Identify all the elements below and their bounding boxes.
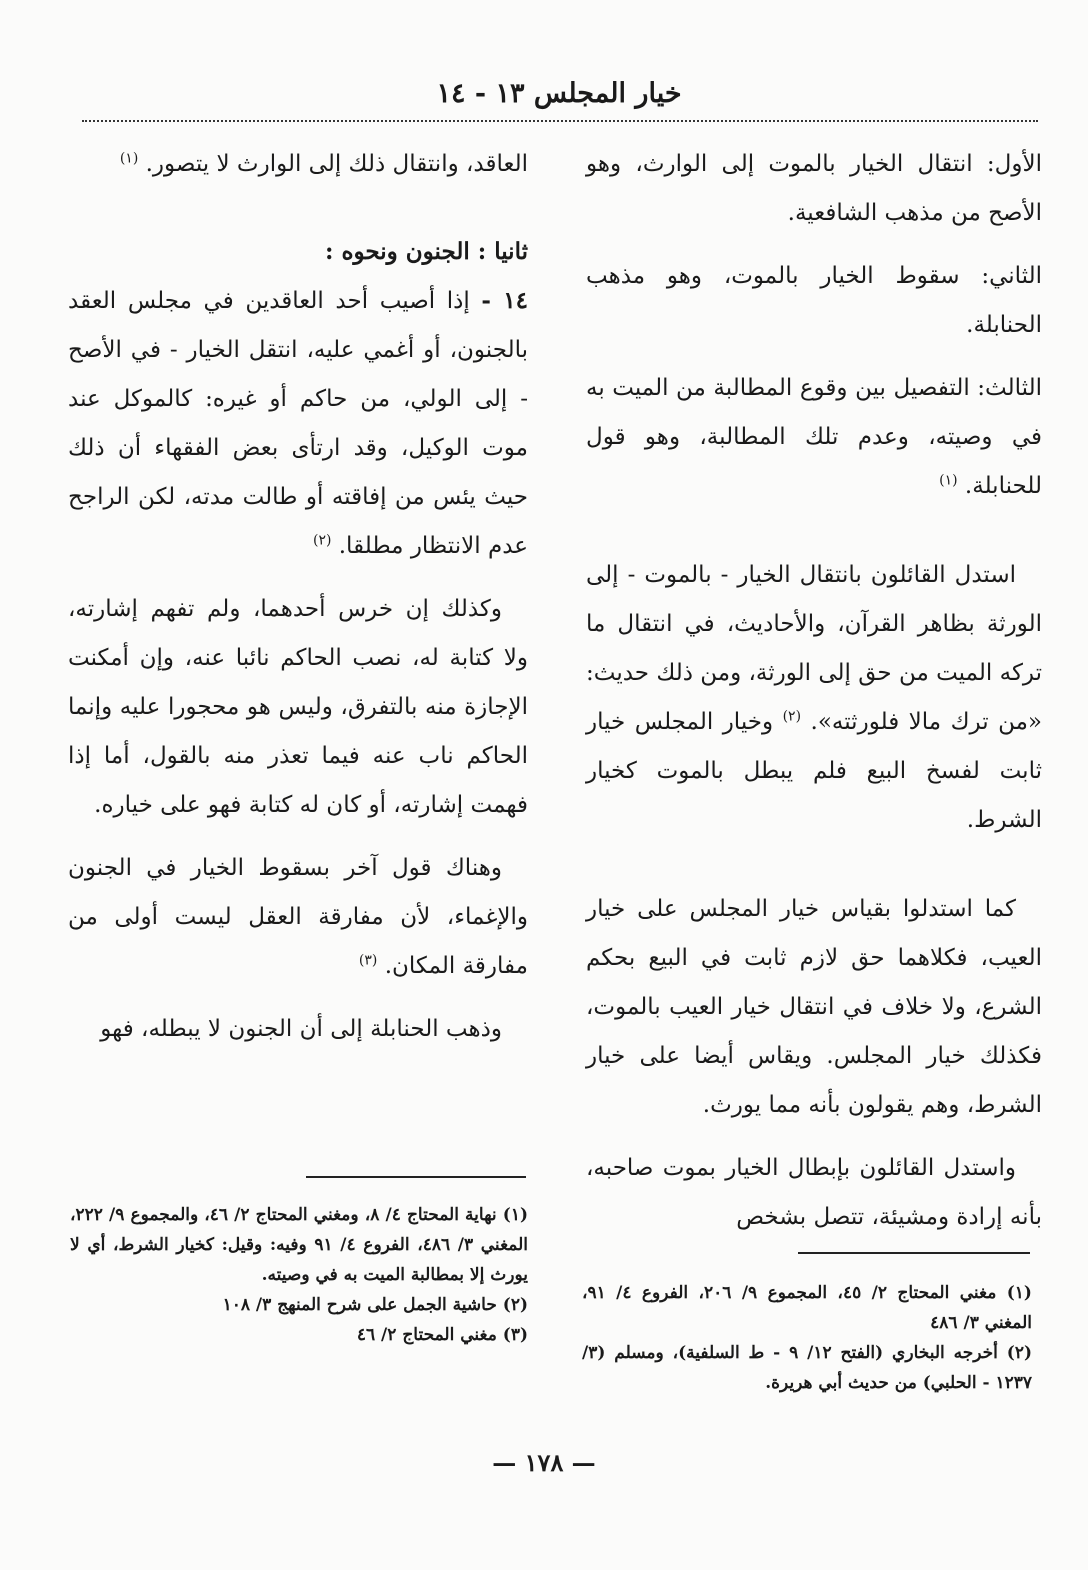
- footnote-ref: (٢): [782, 708, 802, 725]
- paragraph-other-opinion: [68, 844, 528, 991]
- footnote-item: (٢) أخرجه البخاري (الفتح ١٢/ ٩ - ط السلفية)، ومسلم (٣/ ١٢٣٧ - الحلبي) من حديث أبي هريرة.: [582, 1343, 1032, 1393]
- section-heading: ثانيا : الجنون ونحوه :: [324, 238, 528, 265]
- paragraph-first-opinion: الأول: انتقال الخيار بالموت إلى الوارث، وهو الأصح من مذهب الشافعية.: [586, 151, 1042, 226]
- footnote-item: (١) نهاية المحتاج ٤/ ٨، ومغني المحتاج ٢/ ٤٦، والمجموع ٩/ ٢٢٢، المغني ٣/ ٤٨٦، الفروع ٤/ ٩١ وفيه: وقيل: كخيار الشرط، أي لا يورث إلا بمطالبة الميت به في وصيته.: [70, 1205, 529, 1285]
- paragraph-number: ١٤ -: [481, 287, 528, 314]
- insanity-text: إذا أصيب أحد العاقدين في مجلس العقد بالجنون، أو أغمي عليه، انتقل الخيار - في الأصح - إلى الولي، من حاكم أو غيره: كالموكل عند موت الوكيل، وقد ارتأى بعض الفقهاء أن ذلك حيث يئس من إفاقته أو طالت مدته، لكن الراجح عدم الانتظار مطلقا.: [68, 288, 528, 559]
- right-column: [586, 140, 1042, 1242]
- footnote-separator-right: [798, 1252, 1030, 1254]
- footnote-separator-left: [306, 1176, 526, 1178]
- paragraph-second-opinion: الثاني: سقوط الخيار بالموت، وهو مذهب الحنابلة.: [586, 263, 1042, 338]
- paragraph-continuation: [68, 140, 528, 189]
- evidence-text-b: وخيار المجلس خيار ثابت لفسخ البيع فلم يبطل بالموت كخيار الشرط.: [586, 709, 1042, 833]
- footnote-ref: (٢): [312, 532, 332, 549]
- paragraph-insanity: [68, 276, 528, 571]
- footnote-item: (١) مغني المحتاج ٢/ ٤٥، المجموع ٩/ ٢٠٦، الفروع ٤/ ٩١، المغني ٣/ ٤٨٦: [582, 1283, 1032, 1333]
- left-column: [68, 140, 528, 1054]
- header-dotted-rule: [82, 120, 1038, 122]
- evidence-text-a: استدل القائلون بانتقال الخيار - بالموت - إلى الورثة بظاهر القرآن، والأحاديث، في انتقال ما تركه الميت من حق إلى الورثة، ومن ذلك حديث: «من ترك مالا فلورثته».: [585, 562, 1043, 735]
- other-opinion-text: وهناك قول آخر بسقوط الخيار في الجنون والإغماء، لأن مفارقة العقل ليست أولى من مفارقة المكان.: [68, 855, 528, 979]
- footnotes-right: [582, 1278, 1032, 1398]
- paragraph-muteness: وكذلك إن خرس أحدهما، ولم تفهم إشارته، ولا كتابة له، نصب الحاكم نائبا عنه، وإن أمكنت الإجازة منه بالتفرق، وليس هو محجورا عليه وإنما الحاكم ناب عنه فيما تعذر منه بالقول، أما إذا فهمت إشارته، أو كان له كتابة فهو على خياره.: [68, 596, 528, 818]
- paragraph-analogy: كما استدلوا بقياس خيار المجلس على خيار العيب، فكلاهما حق لازم ثابت في البيع بحكم الشرع، ولا خلاف في انتقال خيار العيب بالموت، فكذلك خيار المجلس. ويقاس أيضا على خيار الشرط، وهم يقولون بأنه مما يورث.: [586, 896, 1042, 1118]
- header-title: خيار المجلس ١٣ - ١٤: [436, 78, 682, 109]
- paragraph-nullification-evidence: واستدل القائلون بإبطال الخيار بموت صاحبه، بأنه إرادة ومشيئة، تتصل بشخص: [586, 1155, 1042, 1230]
- footnote-ref: (١): [939, 472, 958, 489]
- paragraph-third-opinion: [586, 364, 1042, 511]
- running-header: [80, 78, 1038, 109]
- footnote-item: (٢) حاشية الجمل على شرح المنهج ٣/ ١٠٨: [222, 1295, 528, 1315]
- page-number: — ١٧٨ —: [492, 1448, 596, 1477]
- footnote-ref: (١): [119, 150, 139, 167]
- footnote-item: (٣) مغني المحتاج ٢/ ٤٦: [356, 1325, 528, 1345]
- footnote-ref: (٣): [358, 952, 378, 969]
- third-opinion-text: الثالث: التفصيل بين وقوع المطالبة من الميت به في وصيته، وعدم تلك المطالبة، وهو قول للحنابلة.: [586, 375, 1042, 499]
- continuation-text: العاقد، وانتقال ذلك إلى الوارث لا يتصور.: [145, 151, 528, 177]
- footnotes-left: [70, 1200, 528, 1350]
- paragraph-hanbali: وذهب الحنابلة إلى أن الجنون لا يبطله، فهو: [100, 1016, 502, 1042]
- paragraph-inheritance-evidence: [586, 551, 1042, 845]
